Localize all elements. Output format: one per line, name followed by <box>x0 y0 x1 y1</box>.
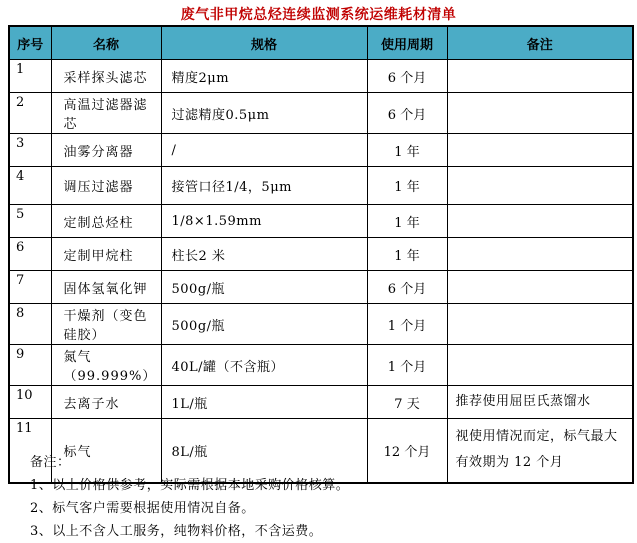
table-row <box>9 345 633 386</box>
cell-no: 4 <box>9 167 51 205</box>
table-row <box>9 238 633 271</box>
cell-cycle: 7 天 <box>367 386 447 419</box>
cell-remark <box>447 60 633 93</box>
footnotes-label: 备注： <box>30 455 71 470</box>
cell-spec: 精度2μm <box>161 60 367 93</box>
table-row <box>9 167 633 205</box>
cell-no: 5 <box>9 205 51 238</box>
cell-remark <box>447 134 633 167</box>
cell-remark <box>447 238 633 271</box>
cell-remark <box>447 205 633 238</box>
header-name: 名称 <box>51 26 161 60</box>
consumables-table <box>8 25 634 484</box>
cell-spec: 500g/瓶 <box>161 304 367 345</box>
cell-remark <box>447 304 633 345</box>
cell-name: 定制总烃柱 <box>51 205 161 238</box>
cell-spec: 8L/瓶 <box>161 419 367 483</box>
cell-no: 10 <box>9 386 51 419</box>
header-cycle: 使用周期 <box>367 26 447 60</box>
cell-spec: / <box>161 134 367 167</box>
cell-no: 9 <box>9 345 51 386</box>
cell-cycle: 6 个月 <box>367 60 447 93</box>
footnotes <box>30 451 620 543</box>
cell-spec: 1L/瓶 <box>161 386 367 419</box>
table-row <box>9 271 633 304</box>
page-title: 废气非甲烷总烃连续监测系统运维耗材清单 <box>180 7 457 23</box>
cell-no: 1 <box>9 60 51 93</box>
cell-remark: 推荐使用屈臣氏蒸馏水 <box>447 386 633 419</box>
cell-name: 氮气（99.999%） <box>51 345 161 386</box>
cell-name: 高温过滤器滤芯 <box>51 93 161 134</box>
footnote-item: 2、标气客户需要根据使用情况自备。 <box>30 501 255 516</box>
cell-no: 7 <box>9 271 51 304</box>
cell-cycle: 6 个月 <box>367 93 447 134</box>
cell-name: 油雾分离器 <box>51 134 161 167</box>
cell-no: 11 <box>9 419 51 483</box>
footnote-item: 1、以上价格供参考，实际需根据本地采购价格核算。 <box>30 478 350 493</box>
cell-spec: 500g/瓶 <box>161 271 367 304</box>
cell-spec: 过滤精度0.5μm <box>161 93 367 134</box>
cell-cycle: 12 个月 <box>367 419 447 483</box>
table-row <box>9 134 633 167</box>
cell-name: 去离子水 <box>51 386 161 419</box>
header-no: 序号 <box>9 26 51 60</box>
cell-cycle: 1 年 <box>367 134 447 167</box>
table-row <box>9 304 633 345</box>
cell-remark <box>447 167 633 205</box>
table-row <box>9 386 633 419</box>
footnote-item: 3、以上不含人工服务，纯物料价格，不含运费。 <box>30 524 323 539</box>
cell-cycle: 1 年 <box>367 205 447 238</box>
cell-cycle: 1 年 <box>367 167 447 205</box>
cell-no: 2 <box>9 93 51 134</box>
cell-remark: 视使用情况而定，标气最大有效期为 12 个月 <box>447 419 633 483</box>
cell-name: 固体氢氧化钾 <box>51 271 161 304</box>
cell-cycle: 1 个月 <box>367 345 447 386</box>
cell-name: 标气 <box>51 419 161 483</box>
cell-remark <box>447 93 633 134</box>
cell-cycle: 1 个月 <box>367 304 447 345</box>
cell-spec: 1/8×1.59mm <box>161 205 367 238</box>
cell-name: 定制甲烷柱 <box>51 238 161 271</box>
header-remark: 备注 <box>447 26 633 60</box>
cell-name: 调压过滤器 <box>51 167 161 205</box>
header-spec: 规格 <box>161 26 367 60</box>
table-row <box>9 60 633 93</box>
table-row <box>9 205 633 238</box>
cell-name: 干燥剂（变色硅胶） <box>51 304 161 345</box>
cell-name: 采样探头滤芯 <box>51 60 161 93</box>
cell-no: 3 <box>9 134 51 167</box>
cell-cycle: 1 年 <box>367 238 447 271</box>
cell-cycle: 6 个月 <box>367 271 447 304</box>
table-row <box>9 93 633 134</box>
cell-no: 8 <box>9 304 51 345</box>
cell-spec: 40L/罐（不含瓶） <box>161 345 367 386</box>
cell-spec: 柱长2 米 <box>161 238 367 271</box>
cell-remark <box>447 345 633 386</box>
cell-no: 6 <box>9 238 51 271</box>
cell-remark <box>447 271 633 304</box>
cell-spec: 接管口径1/4，5μm <box>161 167 367 205</box>
header-row <box>9 26 633 60</box>
